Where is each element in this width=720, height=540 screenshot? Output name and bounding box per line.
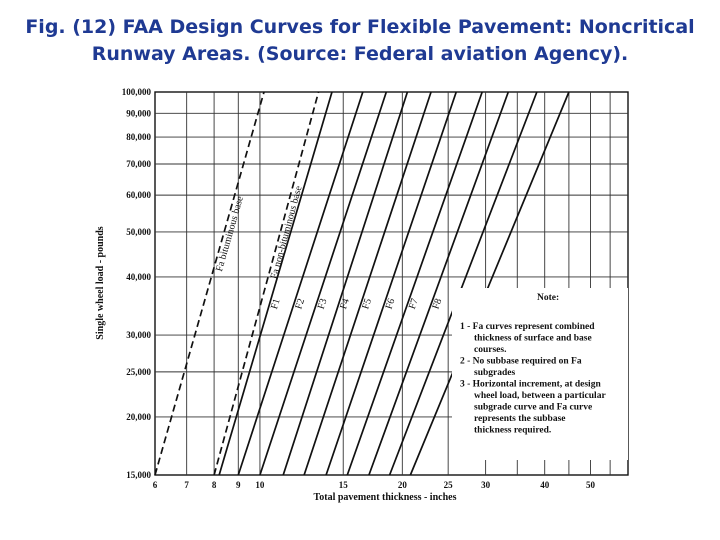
x-tick-label: 40 <box>540 480 550 490</box>
curve-label: F5 <box>360 297 375 311</box>
caption-line-1: Fig. (12) FAA Design Curves for Flexible Pavement: Noncritical <box>25 16 695 38</box>
note-line: wheel load, between a particular <box>474 391 606 401</box>
x-tick-label: 10 <box>255 480 265 490</box>
curve-label: F2 <box>293 297 308 311</box>
curve-label: F4 <box>338 297 352 311</box>
notes-heading: Note: <box>537 293 560 303</box>
y-axis-label: Single wheel load - pounds <box>95 226 106 340</box>
x-tick-label: 9 <box>236 480 241 490</box>
curve-fa-bituminous-base <box>155 92 264 475</box>
x-tick-label: 6 <box>152 480 158 490</box>
y-tick-label: 40,000 <box>126 271 151 282</box>
y-tick-label: 15,000 <box>126 470 151 480</box>
curve-fa-non-bituminous-base <box>214 92 318 475</box>
x-tick-label: 20 <box>397 480 407 490</box>
x-tick-label: 30 <box>481 480 491 490</box>
curve-f2 <box>238 92 363 475</box>
caption-line-2: Runway Areas. (Source: Federal aviation Agency). <box>91 43 629 65</box>
x-axis-label: Total pavement thickness - inches <box>313 492 457 503</box>
note-line: thickness required. <box>474 425 552 436</box>
note-line: 3 - Horizontal increment, at design <box>460 379 601 390</box>
curve-label: F7 <box>406 297 421 311</box>
y-tick-label: 80,000 <box>126 132 151 143</box>
x-tick-labels <box>153 480 596 490</box>
note-line: 1 - Fa curves represent combined <box>460 322 595 332</box>
curve-label: F6 <box>383 297 398 311</box>
y-tick-label: 20,000 <box>126 411 151 422</box>
y-tick-label: 70,000 <box>126 159 151 170</box>
y-tick-label: 30,000 <box>126 330 151 341</box>
note-line: subgrades <box>474 368 516 378</box>
note-line: thickness of surface and base <box>474 333 592 344</box>
note-line: courses. <box>474 345 507 355</box>
x-tick-label: 7 <box>184 480 189 490</box>
y-tick-label: 90,000 <box>126 108 151 119</box>
y-tick-label: 100,000 <box>121 87 151 97</box>
y-tick-labels <box>122 87 152 480</box>
x-tick-label: 8 <box>211 480 217 490</box>
curve-label: F3 <box>315 297 330 311</box>
y-tick-label: 60,000 <box>126 190 151 201</box>
note-line: subgrade curve and Fa curve <box>474 402 593 413</box>
curve-label: Fa bituminous base <box>214 194 246 273</box>
curve-f1 <box>219 92 332 475</box>
note-line: 2 - No subbase required on Fa <box>460 356 582 367</box>
y-tick-label: 25,000 <box>126 366 151 377</box>
note-line: represents the subbase <box>474 414 566 424</box>
x-tick-label: 50 <box>586 480 596 490</box>
curve-label: Fa non-bituminous base <box>268 184 305 281</box>
y-tick-label: 50,000 <box>126 226 151 237</box>
curve-label: F8 <box>430 297 445 311</box>
curve-label: F1 <box>269 297 283 311</box>
x-tick-label: 15 <box>338 480 348 490</box>
x-tick-label: 25 <box>443 480 453 490</box>
